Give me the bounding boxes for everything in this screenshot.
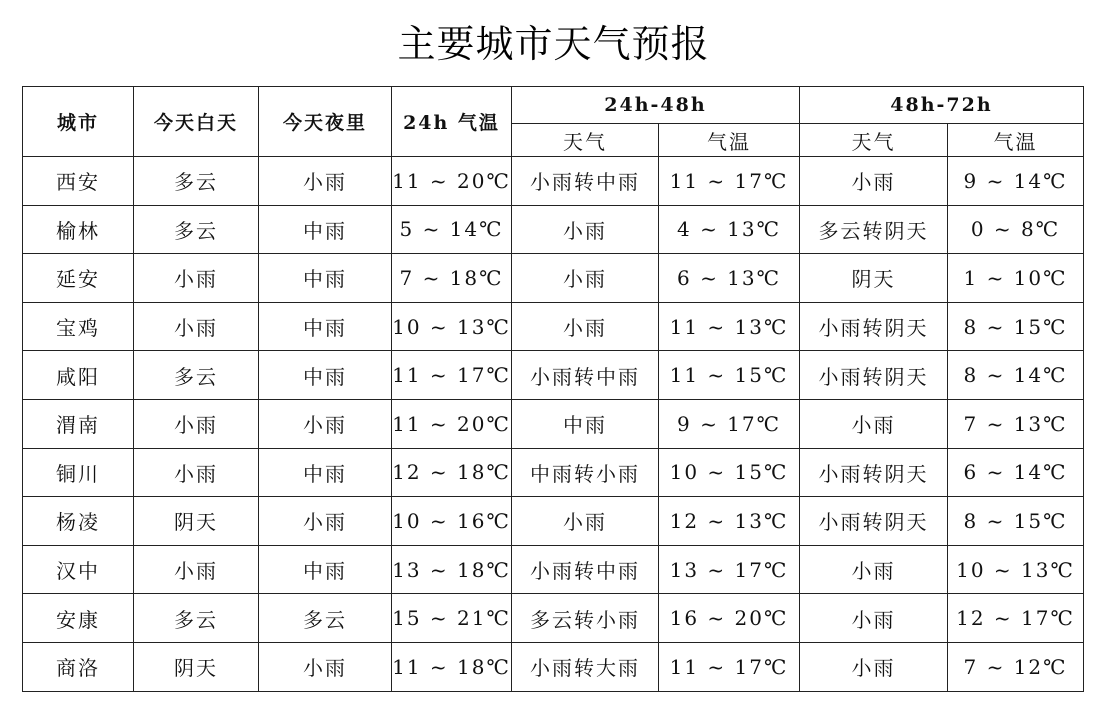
- table-row: [23, 545, 1084, 594]
- cell-city: 西安: [23, 157, 134, 206]
- cell-today-day: 多云: [134, 351, 259, 400]
- header-temp-72h: 气温: [948, 124, 1084, 157]
- cell-weather-72h: 小雨: [800, 545, 948, 594]
- cell-temp-72h: 0 ~ 8℃: [948, 205, 1084, 254]
- cell-city: 铜川: [23, 448, 134, 497]
- table-row: [23, 594, 1084, 643]
- cell-today-day: 阴天: [134, 642, 259, 691]
- table-row: [23, 254, 1084, 303]
- cell-city: 宝鸡: [23, 302, 134, 351]
- cell-weather-72h: 小雨转阴天: [800, 351, 948, 400]
- cell-temp-48h: 4 ~ 13℃: [659, 205, 800, 254]
- cell-today-day: 阴天: [134, 497, 259, 546]
- cell-city: 杨凌: [23, 497, 134, 546]
- cell-temp-72h: 12 ~ 17℃: [948, 594, 1084, 643]
- cell-temp-24h: 10 ~ 16℃: [392, 497, 512, 546]
- cell-weather-48h: 小雨: [512, 254, 659, 303]
- cell-today-night: 中雨: [259, 545, 392, 594]
- cell-temp-24h: 11 ~ 20℃: [392, 157, 512, 206]
- cell-today-night: 中雨: [259, 302, 392, 351]
- table-row: [23, 497, 1084, 546]
- cell-today-day: 小雨: [134, 302, 259, 351]
- header-temp-48h: 气温: [659, 124, 800, 157]
- table-row: [23, 157, 1084, 206]
- cell-city: 榆林: [23, 205, 134, 254]
- cell-weather-72h: 小雨: [800, 157, 948, 206]
- weather-forecast-table: [22, 86, 1084, 692]
- header-temp-24h: 24h 气温: [392, 87, 512, 157]
- cell-weather-48h: 小雨: [512, 302, 659, 351]
- cell-weather-48h: 小雨转中雨: [512, 351, 659, 400]
- cell-temp-24h: 13 ~ 18℃: [392, 545, 512, 594]
- cell-temp-24h: 15 ~ 21℃: [392, 594, 512, 643]
- cell-weather-72h: 小雨转阴天: [800, 302, 948, 351]
- cell-temp-72h: 10 ~ 13℃: [948, 545, 1084, 594]
- cell-weather-48h: 小雨转中雨: [512, 545, 659, 594]
- cell-today-night: 小雨: [259, 642, 392, 691]
- cell-temp-48h: 11 ~ 13℃: [659, 302, 800, 351]
- cell-temp-48h: 11 ~ 17℃: [659, 157, 800, 206]
- cell-temp-48h: 6 ~ 13℃: [659, 254, 800, 303]
- cell-weather-48h: 小雨转中雨: [512, 157, 659, 206]
- cell-temp-48h: 10 ~ 15℃: [659, 448, 800, 497]
- cell-weather-72h: 小雨: [800, 594, 948, 643]
- cell-city: 汉中: [23, 545, 134, 594]
- cell-city: 咸阳: [23, 351, 134, 400]
- cell-today-night: 中雨: [259, 254, 392, 303]
- header-today-day: 今天白天: [134, 87, 259, 157]
- cell-temp-72h: 1 ~ 10℃: [948, 254, 1084, 303]
- cell-temp-72h: 9 ~ 14℃: [948, 157, 1084, 206]
- cell-weather-48h: 中雨转小雨: [512, 448, 659, 497]
- table-row: [23, 302, 1084, 351]
- cell-weather-72h: 小雨: [800, 399, 948, 448]
- cell-temp-24h: 10 ~ 13℃: [392, 302, 512, 351]
- table-row: [23, 399, 1084, 448]
- cell-city: 渭南: [23, 399, 134, 448]
- cell-weather-72h: 多云转阴天: [800, 205, 948, 254]
- table-row: [23, 351, 1084, 400]
- cell-temp-24h: 7 ~ 18℃: [392, 254, 512, 303]
- header-city: 城市: [23, 87, 134, 157]
- page-title: 主要城市天气预报: [397, 22, 710, 66]
- table-row: [23, 205, 1084, 254]
- cell-weather-48h: 小雨: [512, 497, 659, 546]
- cell-city: 安康: [23, 594, 134, 643]
- cell-today-night: 中雨: [259, 205, 392, 254]
- cell-temp-48h: 9 ~ 17℃: [659, 399, 800, 448]
- cell-weather-72h: 阴天: [800, 254, 948, 303]
- cell-today-night: 多云: [259, 594, 392, 643]
- cell-temp-48h: 11 ~ 15℃: [659, 351, 800, 400]
- cell-temp-72h: 7 ~ 13℃: [948, 399, 1084, 448]
- cell-weather-48h: 多云转小雨: [512, 594, 659, 643]
- cell-temp-24h: 5 ~ 14℃: [392, 205, 512, 254]
- cell-weather-48h: 小雨: [512, 205, 659, 254]
- cell-temp-72h: 6 ~ 14℃: [948, 448, 1084, 497]
- cell-temp-72h: 7 ~ 12℃: [948, 642, 1084, 691]
- header-group-24h-48h: 24h-48h: [512, 87, 800, 124]
- cell-weather-72h: 小雨: [800, 642, 948, 691]
- cell-today-day: 小雨: [134, 399, 259, 448]
- header-weather-72h: 天气: [800, 124, 948, 157]
- cell-city: 延安: [23, 254, 134, 303]
- cell-today-night: 中雨: [259, 448, 392, 497]
- cell-city: 商洛: [23, 642, 134, 691]
- cell-weather-72h: 小雨转阴天: [800, 497, 948, 546]
- cell-temp-72h: 8 ~ 15℃: [948, 302, 1084, 351]
- cell-temp-24h: 11 ~ 18℃: [392, 642, 512, 691]
- header-weather-48h: 天气: [512, 124, 659, 157]
- header-today-night: 今天夜里: [259, 87, 392, 157]
- cell-temp-24h: 12 ~ 18℃: [392, 448, 512, 497]
- cell-temp-72h: 8 ~ 15℃: [948, 497, 1084, 546]
- table-row: [23, 448, 1084, 497]
- cell-weather-72h: 小雨转阴天: [800, 448, 948, 497]
- cell-today-night: 小雨: [259, 399, 392, 448]
- cell-today-day: 多云: [134, 594, 259, 643]
- cell-temp-48h: 11 ~ 17℃: [659, 642, 800, 691]
- cell-temp-48h: 12 ~ 13℃: [659, 497, 800, 546]
- cell-temp-48h: 16 ~ 20℃: [659, 594, 800, 643]
- table-row: [23, 642, 1084, 691]
- cell-temp-24h: 11 ~ 20℃: [392, 399, 512, 448]
- cell-today-night: 小雨: [259, 497, 392, 546]
- cell-today-day: 多云: [134, 205, 259, 254]
- cell-today-night: 中雨: [259, 351, 392, 400]
- cell-today-day: 小雨: [134, 545, 259, 594]
- cell-weather-48h: 小雨转大雨: [512, 642, 659, 691]
- cell-today-day: 小雨: [134, 448, 259, 497]
- cell-today-day: 小雨: [134, 254, 259, 303]
- cell-temp-48h: 13 ~ 17℃: [659, 545, 800, 594]
- table-body: [23, 157, 1084, 692]
- cell-temp-72h: 8 ~ 14℃: [948, 351, 1084, 400]
- table-header: [23, 87, 1084, 157]
- cell-temp-24h: 11 ~ 17℃: [392, 351, 512, 400]
- cell-today-day: 多云: [134, 157, 259, 206]
- header-group-48h-72h: 48h-72h: [800, 87, 1084, 124]
- cell-today-night: 小雨: [259, 157, 392, 206]
- cell-weather-48h: 中雨: [512, 399, 659, 448]
